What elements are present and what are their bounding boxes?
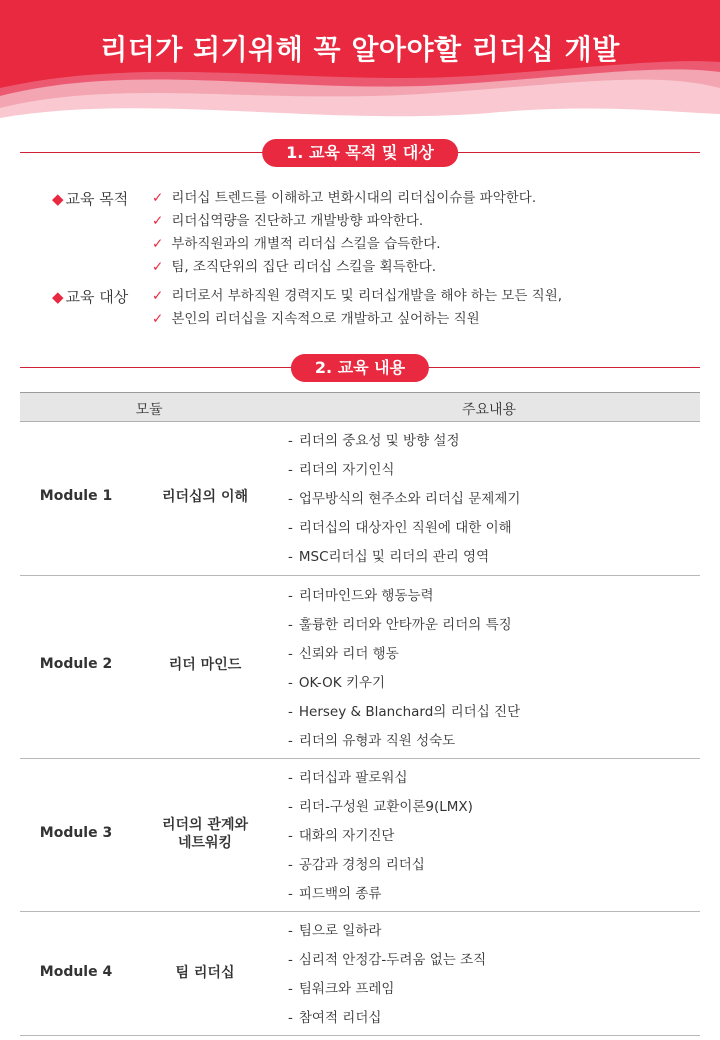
- list-item: ✓ 리더십역량을 진단하고 개발방향 파악한다.: [152, 213, 424, 229]
- module-id: Module 4: [39, 964, 113, 980]
- table-row: [20, 422, 700, 576]
- section-1-header: [20, 139, 700, 167]
- table-row: [20, 759, 700, 912]
- diamond-bullet-icon: ◆: [52, 288, 64, 306]
- list-item: - 훌륭한 리더와 안타까운 리더의 특징: [288, 617, 512, 633]
- education-goals-label: ◆ 교육 목적: [52, 190, 129, 208]
- list-item: - 리더십의 대상자인 직원에 대한 이해: [288, 520, 512, 536]
- list-item: - 팀으로 일하라: [288, 923, 382, 939]
- section-1-title: 1. 교육 목적 및 대상: [262, 139, 458, 167]
- module-id: Module 2: [39, 656, 113, 672]
- page-title: 리더가 되기위해 꼭 알아야할 리더십 개발: [100, 33, 620, 66]
- check-icon: ✓: [152, 288, 164, 304]
- list-item: - 리더마인드와 행동능력: [288, 588, 434, 604]
- list-item: - 리더-구성원 교환이론9(LMX): [288, 799, 473, 815]
- list-item: ✓ 팀, 조직단위의 집단 리더십 스킬을 획득한다.: [152, 259, 437, 275]
- list-item: - 신뢰와 리더 행동: [288, 646, 399, 662]
- module-id: Module 1: [39, 488, 113, 504]
- module-name: 리더십의 이해: [161, 489, 249, 505]
- header-banner: [0, 0, 720, 125]
- table-header: [20, 392, 700, 422]
- table-row: [20, 576, 700, 759]
- header-content: 주요내용: [461, 402, 517, 418]
- module-content-list: [288, 427, 520, 572]
- list-item: - 참여적 리더십: [288, 1010, 382, 1026]
- section-2-header: [20, 354, 700, 382]
- education-goals-list: [152, 188, 536, 280]
- check-icon: ✓: [152, 259, 164, 275]
- list-item: ✓ 본인의 리더십을 지속적으로 개발하고 싶어하는 직원: [152, 311, 480, 327]
- module-name: 리더의 관계와 네트워킹: [161, 817, 249, 851]
- section-2-title: 2. 교육 내용: [291, 354, 429, 382]
- list-item: ✓ 부하직원과의 개별적 리더십 스킬을 습득한다.: [152, 236, 441, 252]
- list-item: - 피드백의 종류: [288, 886, 382, 902]
- list-item: ✓ 리더십 트렌드를 이해하고 변화시대의 리더십이슈를 파악한다.: [152, 190, 537, 206]
- module-content-list: [288, 764, 473, 909]
- list-item: - 리더의 중요성 및 방향 설정: [288, 433, 460, 449]
- education-targets-label: ◆ 교육 대상: [52, 288, 129, 306]
- list-item: - 팀워크와 프레임: [288, 981, 395, 997]
- list-item: - 업무방식의 현주소와 리더십 문제제기: [288, 491, 521, 507]
- check-icon: ✓: [152, 213, 164, 229]
- list-item: - 대화의 자기진단: [288, 828, 395, 844]
- check-icon: ✓: [152, 236, 164, 252]
- list-item: ✓ 리더로서 부하직원 경력지도 및 리더십개발을 해야 하는 모든 직원,: [152, 288, 563, 304]
- check-icon: ✓: [152, 190, 164, 206]
- list-item: - 리더십과 팔로워십: [288, 770, 408, 786]
- list-item: - Hersey & Blanchard의 리더십 진단: [288, 704, 521, 720]
- list-item: - 리더의 유형과 직원 성숙도: [288, 733, 456, 749]
- education-targets-list: [152, 286, 562, 332]
- module-content-list: [288, 917, 486, 1033]
- module-name: 리더 마인드: [168, 657, 242, 673]
- list-item: - OK-OK 키우기: [288, 675, 386, 691]
- module-content-list: [288, 582, 520, 756]
- table-row: [20, 912, 700, 1036]
- curriculum-table: [20, 392, 700, 1036]
- list-item: - 리더의 자기인식: [288, 462, 395, 478]
- module-name: 팀 리더십: [175, 965, 235, 981]
- list-item: - MSC리더십 및 리더의 관리 영역: [288, 549, 490, 565]
- list-item: - 심리적 안정감-두려움 없는 조직: [288, 952, 487, 968]
- list-item: - 공감과 경청의 리더십: [288, 857, 425, 873]
- header-module: 모듈: [135, 402, 163, 418]
- check-icon: ✓: [152, 311, 164, 327]
- diamond-bullet-icon: ◆: [52, 190, 64, 208]
- module-id: Module 3: [39, 825, 113, 841]
